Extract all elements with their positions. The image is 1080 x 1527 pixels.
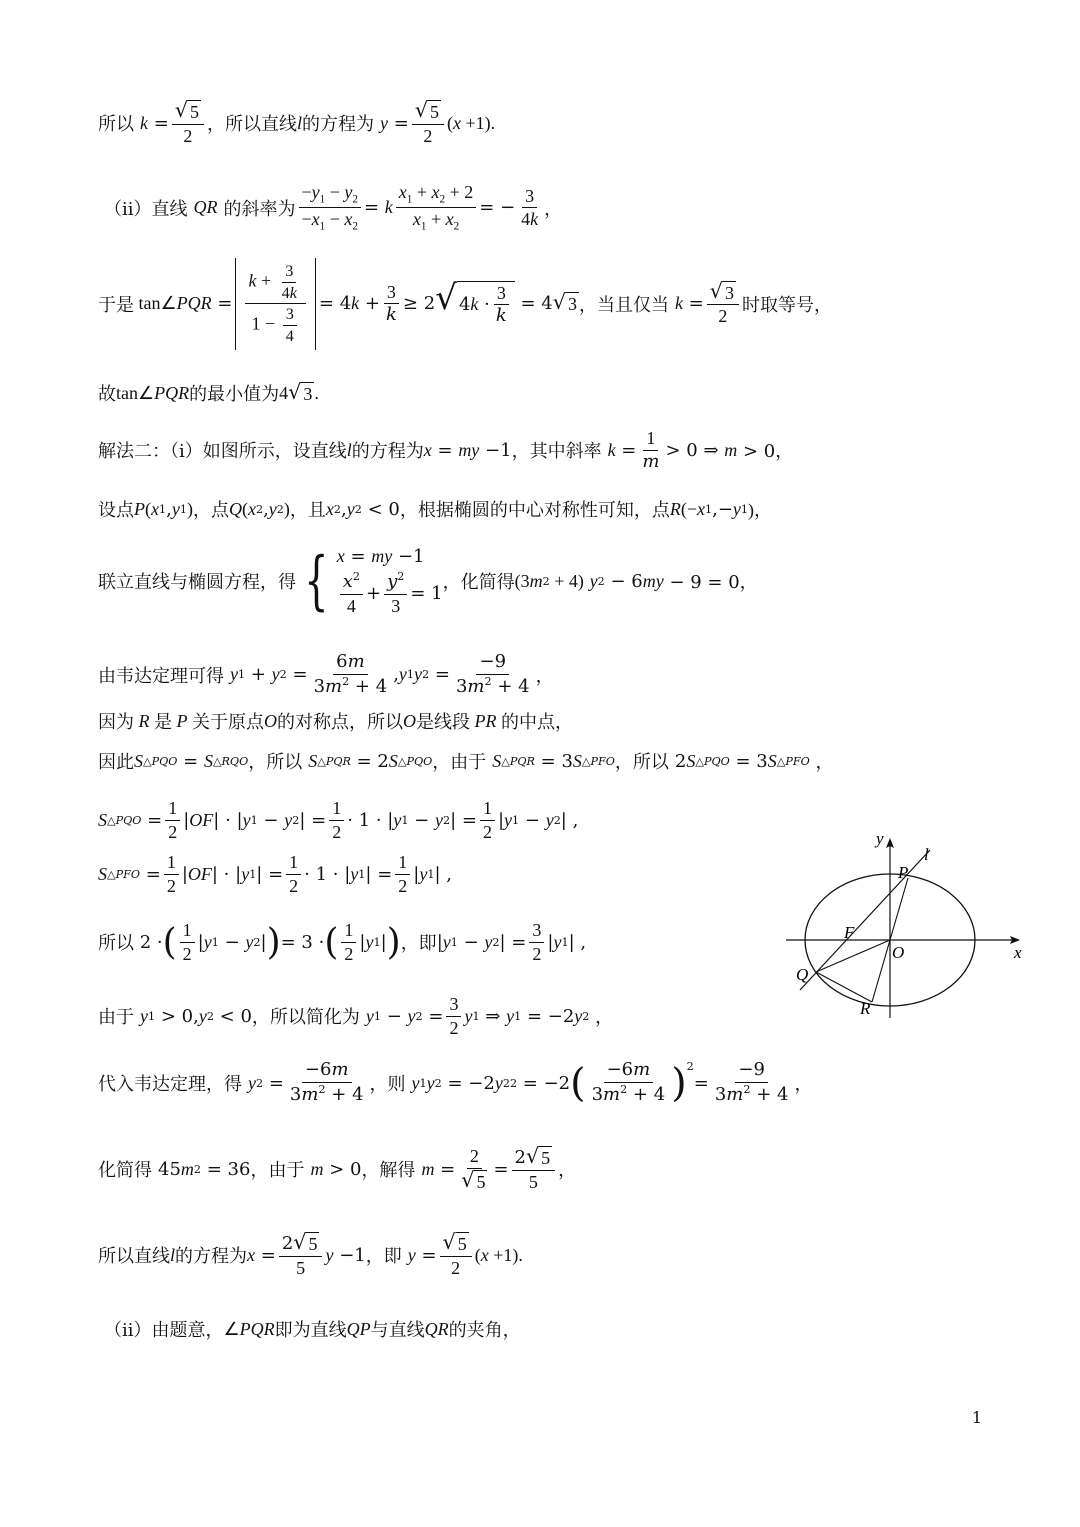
text-youtiyi: 由题意， [151, 1320, 224, 1341]
sqrt-4k-3k: √ 4 k · $\frac{3}{k}$ [435, 281, 515, 327]
vieta-line: 由韦达定理可得 y 1 + y 2 = $\frac{6m}{3m^2 + 4}$ , y 1 y 2 = $\frac{-9}{3m^2 + 4}$ ， [98, 651, 554, 697]
fig-label-o: O [892, 943, 905, 962]
segment-qo [816, 940, 890, 972]
text-qie: ，且 [289, 500, 326, 521]
tan-pqr-line: 于是 tan∠ PQR = k + $\frac{3}{4k}$ 1 − $\frac{3}{4}$ = 4 k + $\frac{3}{k}$ ≥ 2 √ 4 k · $\frac{3}{k}$ = 4 √ 3 ，当且仅当 k = √ 3 2 时取等号， [98, 258, 832, 350]
equation-relation-line: 所以 2 · ( $\frac{1}{2}$ | y 1 − y 2 | ) = 3 · ( $\frac{1}{2}$ | y 1 | ) ，即 | y 1 − y 2 | = $\frac{3}{2}$ | y 1 | , [98, 920, 587, 964]
text-huajian2: 化简得 [98, 1160, 152, 1182]
fig-label-p: P [898, 863, 909, 882]
text-gu: 故 [98, 384, 116, 405]
text-genju: ，根据椭圆的中心对称性可知，点 [399, 500, 670, 521]
text-de-jiajiao: 的夹角， [448, 1320, 521, 1341]
ellipse-figure [780, 820, 1040, 1030]
fraction-6m: $\frac{6m}{3m^2 + 4}$ [313, 651, 388, 697]
text-yu-zhixian: 与直线 [370, 1320, 425, 1341]
symmetry-line: 因为 R 是 P 关于原点 O 的对称点，所以 O 是线段 PR 的中点， [98, 708, 573, 734]
text-jiede: ，解得 [361, 1160, 416, 1182]
fraction-3-over-4k: $\frac{3}{4k}$ [521, 185, 539, 230]
system-line: 联立直线与椭圆方程，得 { x = my −1 $\frac{x^2}{4}$ + $\frac{y^2}{3}$ = 1 ，化简得 (3 m 2 + 4) y 2 − 6 my − 9 = 0， [98, 544, 758, 619]
angle-line: （ii） 由题意， ∠ PQR 即为直线 QP 与直线 QR 的夹角， [104, 1316, 521, 1342]
text-shedian: 设点 [98, 500, 134, 521]
line-l [800, 850, 930, 990]
fraction-slope: $\frac{-y_1 - y_2}{-x_1 - x_2}$ [299, 182, 361, 234]
segment-qr [816, 972, 872, 1002]
fraction-neg9: $\frac{-9}{3m^2 + 4}$ [455, 651, 530, 697]
fraction-1-over-m: $\frac{1}{m}$ [642, 428, 660, 472]
text-suoyi-line: ，所以直线 [207, 114, 297, 136]
fraction-slope-b: $\frac{x_1 + x_2 + 2}{x_1 + x_2}$ [396, 182, 476, 234]
simplify-line: 由于 y 1 > 0, y 2 < 0 ，所以简化为 y 1 − y 2 = $\frac{3}{2}$ y 1 ⇒ y 1 = −2 y 2 ， [98, 994, 614, 1038]
fig-label-x: x [1014, 943, 1022, 962]
text-suoyijianhua: ，所以简化为 [251, 1007, 360, 1029]
text-yushi: 于是 [98, 294, 134, 316]
text-yinwei: 因为 [98, 712, 134, 733]
fraction-sqrt5-over-2: √ 5 2 [172, 100, 204, 146]
text-ji2: ，即 [365, 1246, 402, 1268]
min-value-line: 故 tan∠ PQR 的最小值为 4 √ 3 . [98, 379, 319, 405]
label-ii: （ii） [104, 198, 152, 220]
page-number: 1 [971, 1408, 982, 1427]
final-line-equation: 所以直线 l 的方程为 x = 2 √ 5 5 y −1 ，即 y = √ 5 2 ( x +1). [98, 1230, 523, 1278]
text-dian: ，点 [192, 500, 229, 521]
text-huajiande: ，化简得 [442, 572, 515, 594]
substitute-line: 代入韦达定理，得 y 2 = $\frac{-6m}{3m^2 + 4}$ ，则 y 1 y 2 = −2 y 2 2 = −2 ( $\frac{-6m}{3m^2 + 4}$ ) $^2$ = $\frac{-9}{3m^2 + 4}$ ， [98, 1059, 813, 1106]
fig-label-y: y [876, 829, 884, 848]
abs-fraction: k + $\frac{3}{4k}$ 1 − $\frac{3}{4}$ [235, 258, 315, 350]
text-zuixiaozhi: 的最小值为 [189, 384, 280, 405]
text-fangcheng-2: 的方程为 [351, 441, 424, 463]
fig-label-l: l [924, 845, 929, 864]
text-youyu: ，由于 [432, 752, 487, 773]
text-yinci: 因此 [98, 752, 134, 773]
fig-label-f: F [844, 923, 855, 942]
text-weida: 由韦达定理可得 [98, 665, 224, 687]
text-jiwei: 即为直线 [274, 1320, 347, 1341]
text-jiefa2: 解法二：（i）如图所示，设直线 [98, 441, 347, 463]
text-shiqu: 时取等号， [741, 294, 832, 316]
text-suoyi-zhixian: 所以直线 [98, 1246, 170, 1268]
text-shixianduan: 是线段 [416, 712, 470, 733]
fig-label-r: R [860, 999, 871, 1018]
fraction-sqrt3-over-2: √ 3 2 [707, 281, 739, 327]
text-suoyi-3: 所以 [632, 752, 669, 773]
slope-qr-line: （ii） 直线 QR 的斜率为 $\frac{-y_1 - y_2}{-x_1 - x_2}$ = k $\frac{x_1 + x_2 + 2}{x_1 + x_2}$ = − $\frac{3}{4k}$ ， [104, 182, 563, 234]
text-xielv: 的斜率为 [223, 198, 296, 220]
area-pqo-line: S △PQO = $\frac{1}{2}$ | OF | · | y 1 − y 2 | = $\frac{1}{2}$ · 1 · | y 1 − y 2 | = $\frac{1}{2}$ | y 1 − y 2 | , [98, 798, 579, 842]
fig-label-q: Q [796, 965, 809, 984]
method2-line: 解法二：（i）如图所示，设直线 l 的方程为 x = my −1 ，其中斜率 k = $\frac{1}{m}$ > 0 ⇒ m > 0， [98, 428, 794, 472]
text-youyu-3: ，由于 [250, 1160, 305, 1182]
text-zhongdian: 的中点， [501, 712, 573, 733]
text-lianli: 联立直线与椭圆方程，得 [98, 572, 296, 594]
fraction-sqrt5-over-2-b: √ 5 2 [412, 100, 444, 146]
points-line: 设点 P ( x 1 , y 1 ) ，点 Q ( x 2 , y 2 ) ，且 x 2 , y 2 < 0 ，根据椭圆的中心对称性可知，点 R (− x 1 ,− y 1 )， [98, 496, 772, 522]
equation-system: { x = my −1 $\frac{x^2}{4}$ + $\frac{y^2}{3}$ = 1 [304, 544, 443, 619]
text-suoyi-4: 所以 [98, 933, 134, 955]
text-qizhong: ，其中斜率 [511, 441, 602, 463]
text-suoyi: 所以 [98, 114, 134, 136]
text-dairu: 代入韦达定理，得 [98, 1074, 242, 1095]
text-ji: ，即 [400, 933, 437, 955]
text-fangcheng-3: 的方程为 [175, 1246, 248, 1268]
area-pfo-line: S △PFO = $\frac{1}{2}$ | OF | · | y 1 | = $\frac{1}{2}$ · 1 · | y 1 | = $\frac{1}{2}$ | y 1 | , [98, 852, 452, 896]
result-line-k: 所以 k = √ 5 2 ，所以直线 l 的方程为 y = √ 5 2 ( x +1). [98, 98, 496, 146]
text-duichengdian: 的对称点，所以 [277, 712, 403, 733]
text-zhixian: 直线 [151, 198, 188, 220]
text-fangcheng: 的方程为 [302, 114, 375, 136]
text-ze: ，则 [369, 1074, 406, 1095]
area-relation-line: 因此 S △PQO = S △RQO ， 所以 S △PQR = 2 S △PQO ，由于 S △PQR = 3 S △PFO ， 所以 2 S △PQO = 3 S △PFO ， [98, 748, 834, 774]
text-youyu2: 由于 [98, 1007, 134, 1029]
text-shi: 是 [154, 712, 172, 733]
label-ii-2: （ii） [104, 1320, 152, 1341]
text-suoyi-2: 所以 [266, 752, 303, 773]
text-dangqie: ，当且仅当 [578, 294, 669, 316]
fraction-3-over-k: $\frac{3}{k}$ [383, 282, 400, 326]
text-guanyu: 关于原点 [192, 712, 264, 733]
solve-m-line: 化简得 45 m 2 = 36 ，由于 m > 0 ，解得 m = 2 √ 5 = 2 √ 5 5 ， [98, 1144, 577, 1192]
